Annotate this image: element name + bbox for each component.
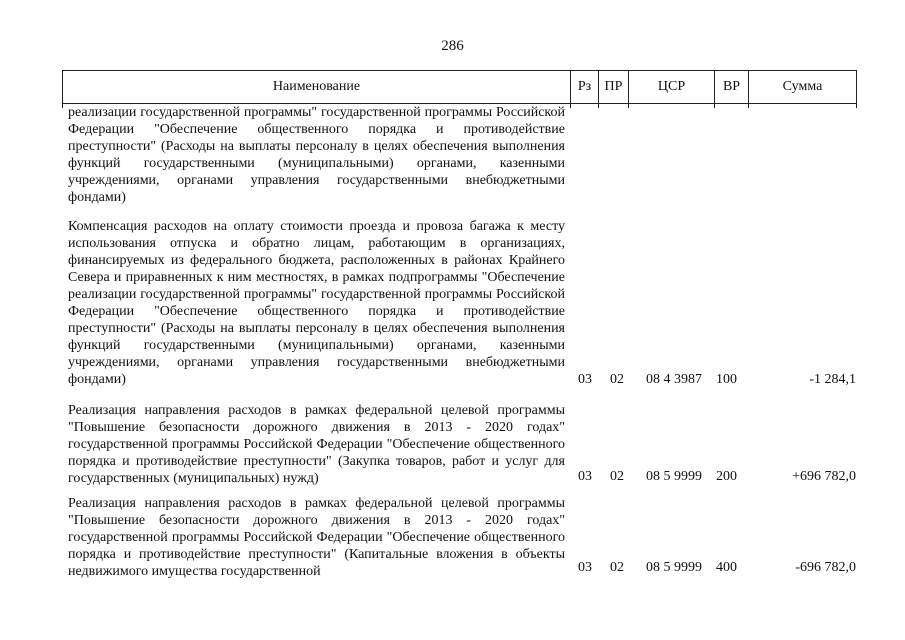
- row-vr: 400: [716, 560, 737, 575]
- header-csr: ЦСР: [629, 71, 715, 103]
- header-pr: ПР: [599, 71, 629, 103]
- column-divider: [628, 104, 629, 108]
- column-divider: [598, 104, 599, 108]
- row-vr: 200: [716, 469, 737, 484]
- row-sum: -696 782,0: [795, 560, 856, 575]
- row-pr: 02: [610, 560, 624, 575]
- row-pr: 02: [610, 372, 624, 387]
- column-divider: [714, 104, 715, 108]
- row-vr: 100: [716, 372, 737, 387]
- row-rz: 03: [578, 560, 592, 575]
- row-name: Реализация направления расходов в рамках федеральной целевой программы "Повышение безопасности дорожного движения в 2013 - 2020 годах" государственной программы Российской Федерации "Обеспечение общественного порядка и противодействие преступности" (Капитальные вложения в объекты недвижимого имущества государственной: [68, 496, 565, 579]
- row-csr: 08 4 3987: [646, 372, 702, 387]
- row-pr: 02: [610, 469, 624, 484]
- page-number: 286: [441, 38, 464, 54]
- row-rz: 03: [578, 372, 592, 387]
- column-divider: [62, 104, 63, 108]
- row-name: реализации государственной программы" государственной программы Российской Федерации "Обеспечение общественного порядка и противодействие преступности" (Расходы на выплаты персоналу в целях обеспечения выполнения функций государственными (муниципальными) органами, казенными учреждениями, органами управления государственными внебюджетными фондами): [68, 105, 565, 205]
- row-name: Компенсация расходов на оплату стоимости проезда и провоза багажа к месту использования отпуска и обратно лицам, работающим в организациях, финансируемых из федерального бюджета, расположенных в районах Крайнего Севера и приравненных к ним местностях, в рамках подпрограммы "Обеспечение реализации государственной программы" государственной программы Российской Федерации "Обеспечение общественного порядка и противодействие преступности" (Расходы на выплаты персоналу в целях обеспечения выполнения функций государственными (муниципальными) органами, казенными учреждениями, органами управления государственными внебюджетными фондами): [68, 219, 565, 387]
- column-divider: [570, 104, 571, 108]
- row-name: Реализация направления расходов в рамках федеральной целевой программы "Повышение безопасности дорожного движения в 2013 - 2020 годах" государственной программы Российской Федерации "Обеспечение общественного порядка и противодействие преступности" (Закупка товаров, работ и услуг для государственных (муниципальных) нужд): [68, 403, 565, 486]
- row-sum: -1 284,1: [809, 372, 856, 387]
- header-vr: ВР: [715, 71, 749, 103]
- row-csr: 08 5 9999: [646, 560, 702, 575]
- header-name: Наименование: [63, 71, 571, 103]
- row-sum: +696 782,0: [792, 469, 856, 484]
- row-csr: 08 5 9999: [646, 469, 702, 484]
- header-sum: Сумма: [782, 79, 823, 94]
- column-divider: [748, 104, 749, 108]
- row-rz: 03: [578, 469, 592, 484]
- table-header: [62, 70, 857, 104]
- column-divider: [856, 104, 857, 108]
- header-rz: Рз: [571, 71, 599, 103]
